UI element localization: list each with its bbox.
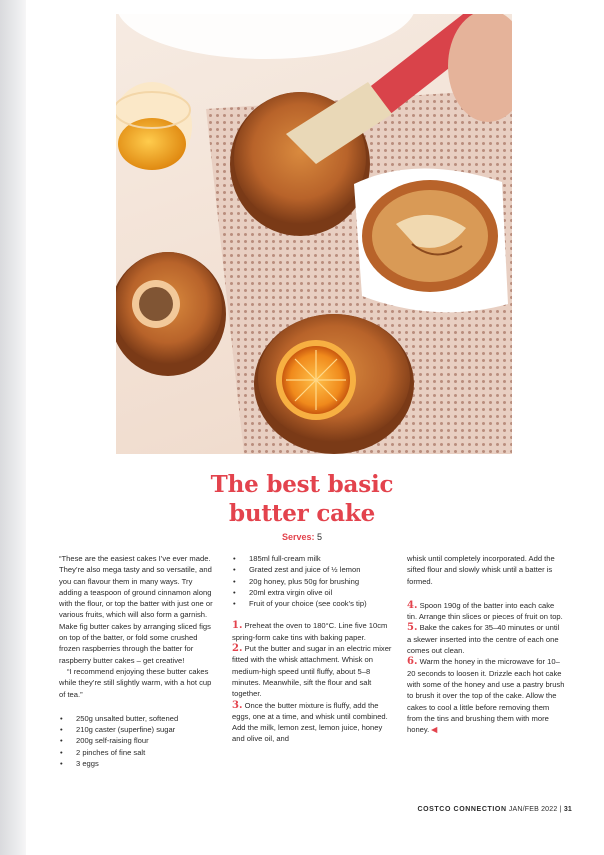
step-number: 4. <box>407 599 418 611</box>
serves-value: 5 <box>317 532 323 542</box>
ingredient-item: • 2 pinches of fine salt <box>59 747 215 758</box>
method-step-5 <box>407 622 565 656</box>
page-footer <box>417 806 572 813</box>
column-intro <box>59 553 215 769</box>
ingredient-item: • 185ml full-cream milk <box>232 553 394 564</box>
recipe-title-line1: The best basic <box>210 471 394 498</box>
method-step-1 <box>232 620 394 643</box>
serves-label: Serves: <box>281 532 315 542</box>
step-number: 6. <box>407 656 418 668</box>
step-number: 3. <box>232 699 243 711</box>
ingredient-item: • 20g honey, plus 50g for brushing <box>232 576 394 587</box>
recipe-title <box>0 470 604 528</box>
footer-separator: | <box>559 806 562 813</box>
method-step-3 <box>232 700 394 745</box>
method-step-2 <box>232 643 394 699</box>
step-number: 5. <box>407 622 418 634</box>
ingredient-item: • 250g unsalted butter, softened <box>59 713 215 724</box>
recipe-title-line2: butter cake <box>228 500 376 527</box>
step-number: 2. <box>232 643 243 655</box>
footer-issue: JAN/FEB 2022 <box>508 806 558 813</box>
recipe-photo <box>116 14 512 454</box>
column-method-a <box>232 553 394 745</box>
ingredient-list <box>59 713 215 769</box>
page-spine-shadow <box>0 0 26 855</box>
intro-quote: “I recommend enjoying these butter cakes while they’re still slightly warm, with a hot cup of tea.” <box>59 666 212 699</box>
method-step-6 <box>407 656 565 735</box>
ingredient-item: • Fruit of your choice (see cook’s tip) <box>232 598 394 609</box>
serves-info <box>0 532 604 542</box>
step-text: Once the butter mixture is fluffy, add the eggs, one at a time, and whisk until combined. Add the milk, lemon zest, lemon juice, honey and olive oil, and <box>232 700 388 744</box>
method-step-4 <box>407 600 565 623</box>
ingredient-item: • Grated zest and juice of ½ lemon <box>232 564 394 575</box>
step-text: Bake the cakes for 35–40 minutes or until a skewer inserted into the centre of each one comes out clean. <box>407 623 560 656</box>
step-number: 1. <box>232 620 243 632</box>
column-method-b <box>407 553 565 735</box>
method-step-3-continued: whisk until completely incorporated. Add the sifted flour and slowly whisk until a batter is formed. <box>407 554 555 586</box>
page-number: 31 <box>563 806 572 813</box>
ingredient-item: • 20ml extra virgin olive oil <box>232 587 394 598</box>
ingredient-item: • 200g self-raising flour <box>59 735 215 746</box>
ingredient-item: • 210g caster (superfine) sugar <box>59 724 215 735</box>
step-text: Warm the honey in the microwave for 10–20 seconds to loosen it. Drizzle each hot cake with some of the honey and use a pastry brush to brush it over the top of the cake. Allow the cakes to cool a little before removing them from the tins and brushing them with more honey. <box>407 657 565 735</box>
end-mark-icon: ◀ <box>431 725 438 735</box>
ingredient-item: • 3 eggs <box>59 758 215 769</box>
intro-paragraph: “These are the easiest cakes I’ve ever made. They’re also mega tasty and so versatile, and you can flavour them in many ways. Try adding a teaspoon of ground cinnamon along with the flour, or top the batter with just one or various fruits, which will also form a garnish. Make fig butter cakes by arranging sliced figs on top of the batter, or fold some crushed frozen raspberries through the batter for raspberry butter cakes – get creative! <box>59 554 213 665</box>
step-text: Spoon 190g of the batter into each cake tin. Arrange thin slices or pieces of fruit on top. <box>407 600 563 622</box>
step-text: Put the butter and sugar in an electric mixer fitted with the whisk attachment. Whisk on medium-high speed until fluffy, about 5–8 minutes. Meanwhile, sift the flour and salt together. <box>232 644 392 699</box>
ingredient-list-continued <box>232 553 394 609</box>
step-text: Preheat the oven to 180°C. Line five 10cm spring-form cake tins with baking paper. <box>232 621 388 642</box>
footer-brand: COSTCO CONNECTION <box>417 806 507 813</box>
